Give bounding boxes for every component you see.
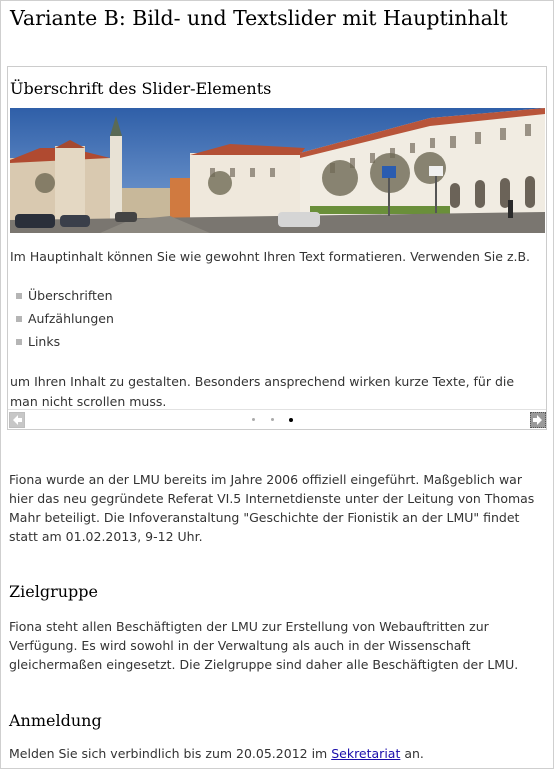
list-item: Aufzählungen (10, 309, 114, 332)
panorama-photo (10, 108, 545, 233)
slider-next-button[interactable] (530, 412, 546, 428)
slider-dot-3[interactable] (289, 418, 293, 422)
section-heading-anmeldung: Anmeldung (9, 711, 102, 730)
arrow-left-icon (10, 413, 24, 427)
sekretariat-link[interactable]: Sekretariat (331, 746, 401, 761)
anmeldung-text-before: Melden Sie sich verbindlich bis zum 20.05.2012 im (9, 746, 332, 761)
slider-nav (8, 409, 546, 430)
anmeldung-paragraph (9, 744, 547, 763)
arrow-right-icon (531, 413, 545, 427)
section-heading-zielgruppe: Zielgruppe (9, 582, 98, 601)
zielgruppe-paragraph: Fiona steht allen Beschäftigten der LMU zur Erstellung von Webauftritten zur Verfügung. Es wird sowohl in der Verwaltung als auch in der Wissenschaft gleichermaßen eingesetzt. Die Zielgruppe sind daher alle Beschäftigten der LMU. (9, 619, 519, 672)
slide-bullet-list (10, 286, 114, 355)
slider-prev-button[interactable] (9, 412, 25, 428)
slider-dot-1[interactable] (252, 418, 255, 421)
slider (7, 66, 547, 430)
list-item: Überschriften (10, 286, 114, 309)
page-title: Variante B: Bild- und Textslider mit Hauptinhalt (10, 6, 508, 30)
slider-dot-2[interactable] (271, 418, 274, 421)
intro-paragraph: Fiona wurde an der LMU bereits im Jahre 2006 offiziell eingeführt. Maßgeblich war hier das neu gegründete Referat VI.5 Internetdienste unter der Leitung von Thomas Mahr beteiligt. Die Infoveranstaltung "Geschichte der Fionistik an der LMU" findet statt am 01.02.2013, 9-12 Uhr. (9, 472, 535, 544)
slide-heading: Überschrift des Slider-Elements (10, 79, 272, 98)
slide-intro-text: Im Hauptinhalt können Sie wie gewohnt Ihren Text formatieren. Verwenden Sie z.B. (10, 249, 531, 264)
list-item: Links (10, 332, 114, 355)
anmeldung-text-after: an. (400, 746, 424, 761)
slide-outro-text: um Ihren Inhalt zu gestalten. Besonders ansprechend wirken kurze Texte, für die man nicht scrollen muss. (10, 374, 515, 409)
